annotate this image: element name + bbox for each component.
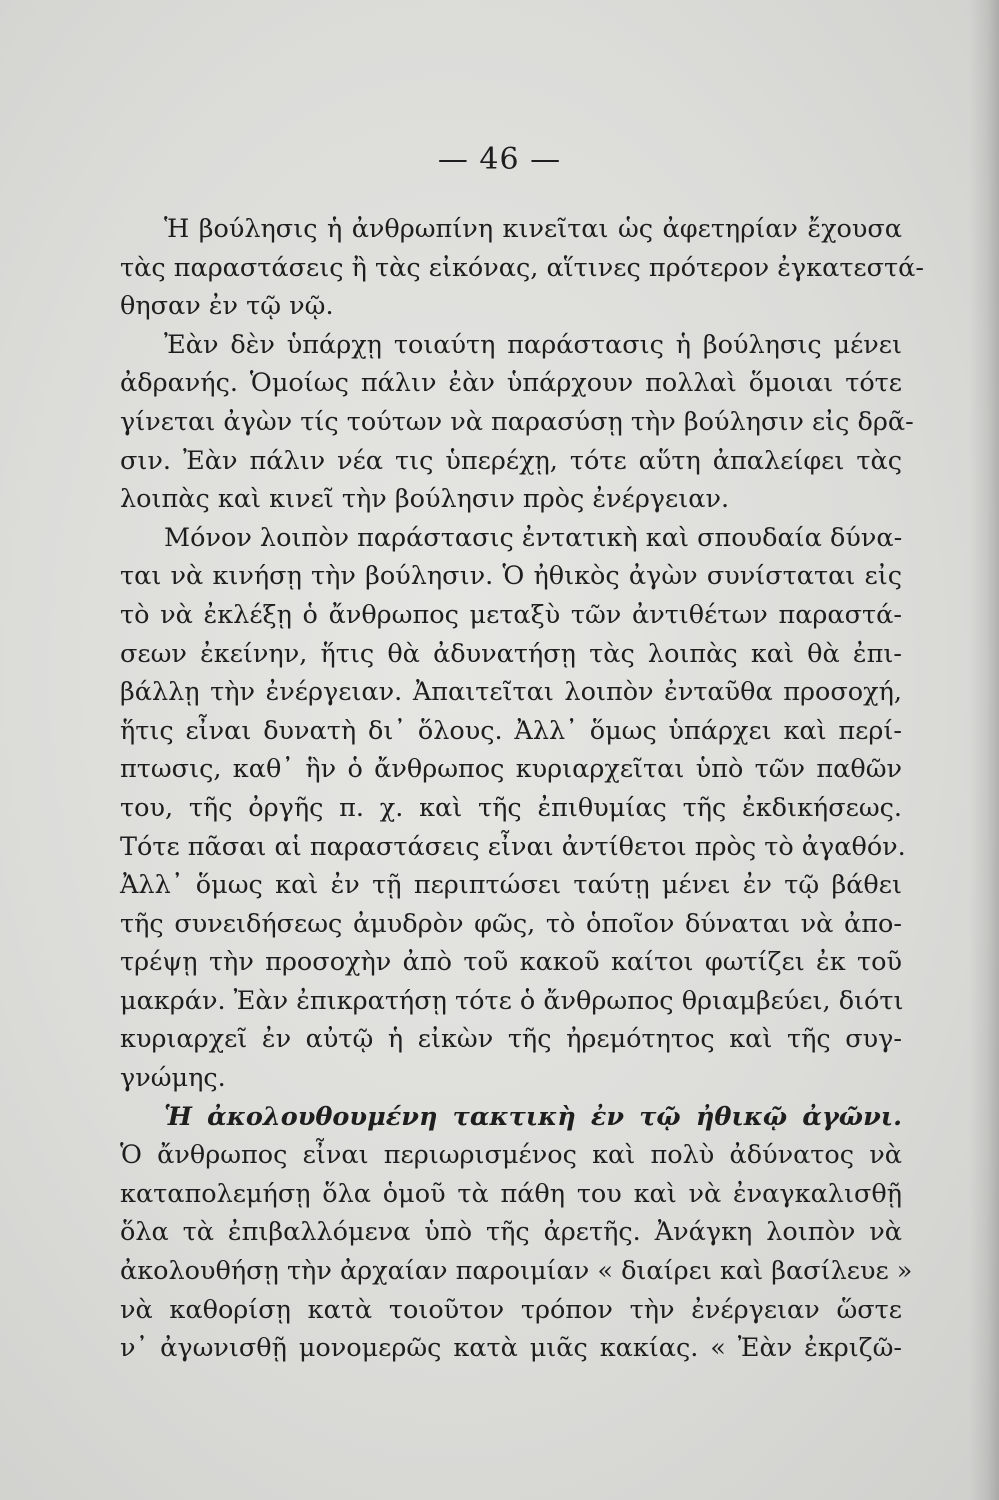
- text-line: Ἐὰν δὲν ὑπάρχῃ τοιαύτη παράστασις ἡ βούλησις μένει: [164, 329, 902, 360]
- text-line: νὰ καθορίσῃ κατὰ τοιοῦτον τρόπον τὴν ἐνέργειαν ὥστε: [120, 1294, 902, 1325]
- text-line: θησαν ἐν τῷ νῷ.: [120, 291, 334, 322]
- text-line: του, τῆς ὀργῆς π. χ. καὶ τῆς ἐπιθυμίας τῆς ἐκδικήσεως.: [120, 792, 902, 823]
- text-line: Ὁ ἄνθρωπος εἶναι περιωρισμένος καὶ πολὺ ἀδύνατος νὰ: [120, 1140, 902, 1171]
- text-line: λοιπὰς καὶ κινεῖ τὴν βούλησιν πρὸς ἐνέργειαν.: [120, 484, 730, 515]
- text-line: γίνεται ἀγὼν τίς τούτων νὰ παρασύσῃ τὴν βούλησιν εἰς δρᾶ-: [120, 406, 914, 437]
- text-line: ἥτις εἶναι δυνατὴ δι᾽ ὅλους. Ἀλλ᾽ ὅμως ὑπάρχει καὶ περί-: [120, 715, 902, 746]
- page-number: — 46 —: [437, 142, 562, 177]
- text-line: ἀκολουθήσῃ τὴν ἀρχαίαν παροιμίαν « διαίρει καὶ βασίλευε »: [120, 1256, 913, 1287]
- text-line: Μόνον λοιπὸν παράστασις ἐντατικὴ καὶ σπουδαία δύνα-: [164, 522, 903, 553]
- text-line: τὰς παραστάσεις ἢ τὰς εἰκόνας, αἵτινες πρότερον ἐγκατεστά-: [120, 252, 924, 283]
- text-line: Ἀλλ᾽ ὅμως καὶ ἐν τῇ περιπτώσει ταύτῃ μένει ἐν τῷ βάθει: [120, 870, 902, 901]
- section-heading: Ἡ ἀκολουθουμένη τακτικὴ ἐν τῷ ἠθικῷ ἀγῶνι.: [164, 1101, 902, 1132]
- body-text: [120, 210, 924, 1368]
- text-line: πτωσις, καθ᾽ ἣν ὁ ἄνθρωπος κυριαρχεῖται ὑπὸ τῶν παθῶν: [120, 754, 902, 785]
- text-line: σεων ἐκείνην, ἥτις θὰ ἀδυνατήσῃ τὰς λοιπὰς καὶ θὰ ἐπι-: [120, 638, 902, 669]
- text-line: καταπολεμήσῃ ὅλα ὁμοῦ τὰ πάθη του καὶ νὰ ἐναγκαλισθῇ: [120, 1178, 902, 1209]
- text-line: κυριαρχεῖ ἐν αὐτῷ ἡ εἰκὼν τῆς ἠρεμότητος καὶ τῆς συγ-: [120, 1024, 902, 1055]
- text-line: Τότε πᾶσαι αἱ παραστάσεις εἶναι ἀντίθετοι πρὸς τὸ ἀγαθόν.: [120, 831, 906, 862]
- text-line: βάλλῃ τὴν ἐνέργειαν. Ἀπαιτεῖται λοιπὸν ἐνταῦθα προσοχή,: [120, 677, 902, 708]
- text-line: σιν. Ἐὰν πάλιν νέα τις ὑπερέχῃ, τότε αὕτη ἀπαλείφει τὰς: [120, 445, 902, 476]
- gutter-shadow: [969, 0, 999, 1500]
- text-line: γνώμης.: [120, 1063, 226, 1094]
- text-line: ὅλα τὰ ἐπιβαλλόμενα ὑπὸ τῆς ἀρετῆς. Ἀνάγκη λοιπὸν νὰ: [120, 1217, 902, 1248]
- text-line: ἀδρανής. Ὁμοίως πάλιν ἐὰν ὑπάρχουν πολλαὶ ὅμοιαι τότε: [120, 368, 902, 399]
- text-line: τῆς συνειδήσεως ἀμυδρὸν φῶς, τὸ ὁποῖον δύναται νὰ ἀπο-: [120, 908, 902, 939]
- text-line: τρέψῃ τὴν προσοχὴν ἀπὸ τοῦ κακοῦ καίτοι φωτίζει ἐκ τοῦ: [120, 947, 902, 978]
- text-line: ν᾽ ἀγωνισθῇ μονομερῶς κατὰ μιᾶς κακίας. « Ἐὰν ἐκριζῶ-: [120, 1333, 902, 1364]
- text-line: Ἡ βούλησις ἡ ἀνθρωπίνη κινεῖται ὡς ἀφετηρίαν ἔχουσα: [164, 214, 902, 244]
- text-line: ται νὰ κινήσῃ τὴν βούλησιν. Ὁ ἠθικὸς ἀγὼν συνίσταται εἰς: [120, 561, 902, 592]
- text-line: μακράν. Ἐὰν ἐπικρατήσῃ τότε ὁ ἄνθρωπος θριαμβεύει, διότι: [120, 985, 904, 1016]
- text-line: τὸ νὰ ἐκλέξῃ ὁ ἄνθρωπος μεταξὺ τῶν ἀντιθέτων παραστά-: [120, 599, 902, 630]
